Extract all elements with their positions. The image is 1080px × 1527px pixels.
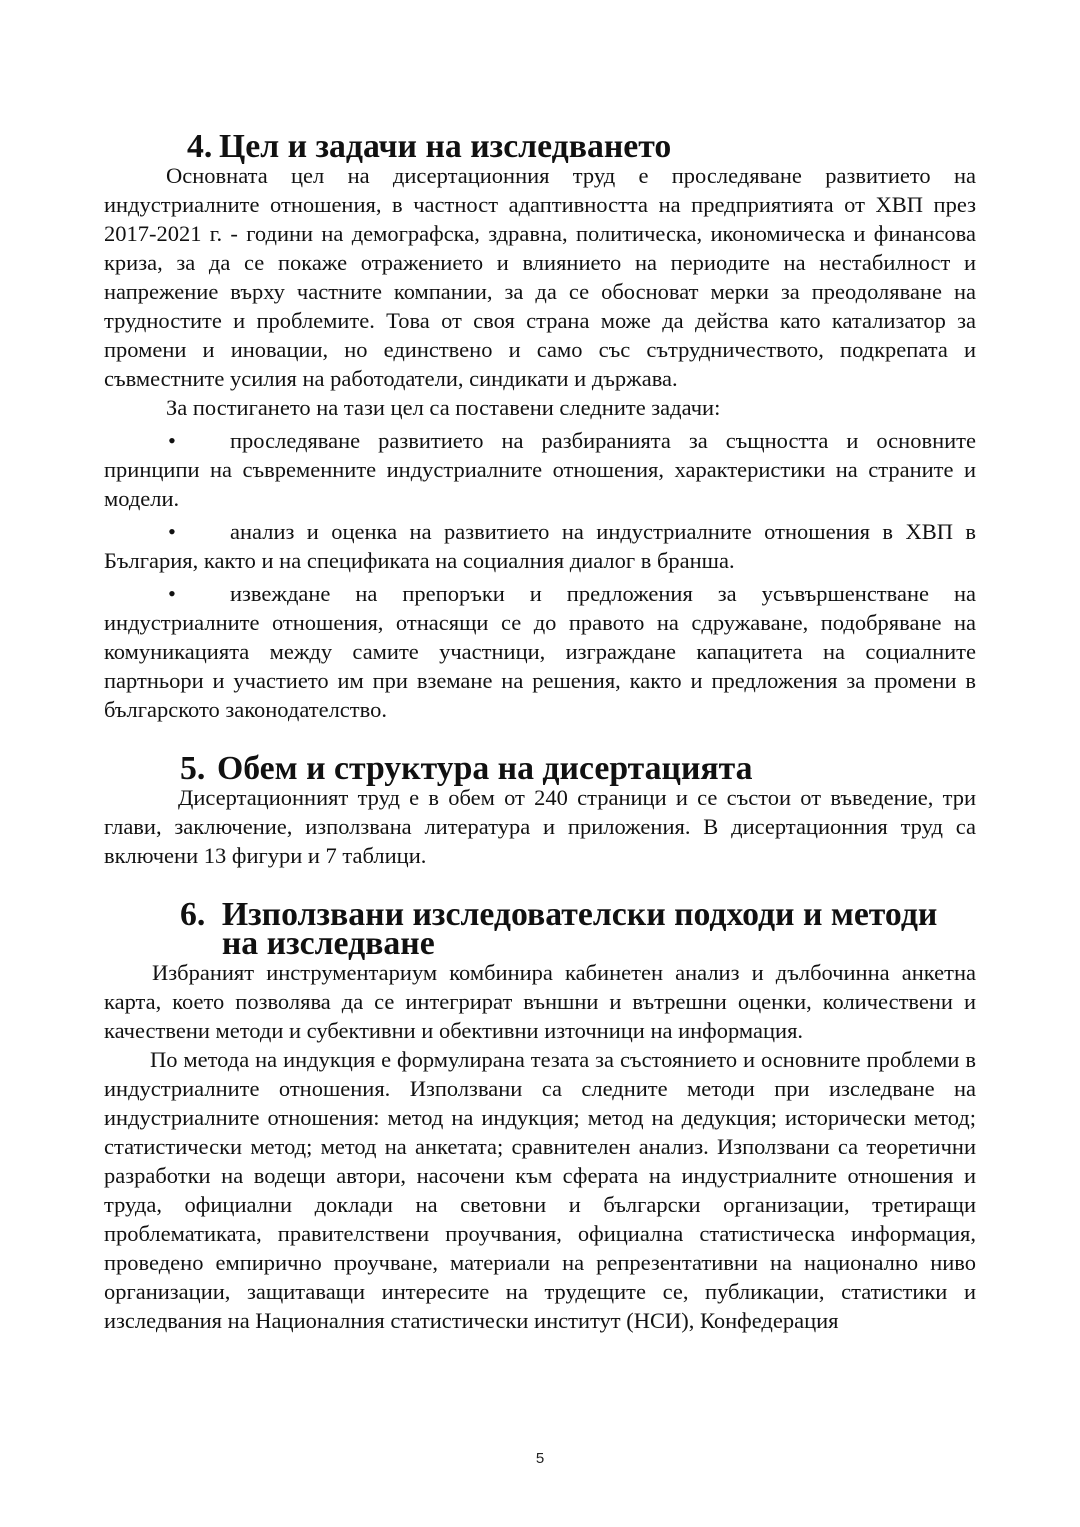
task-text: извеждане на препоръки и предложения за усъвършенстване на индустриалните отношения, отнасящи се до правото на сдружаване, подобряване на комуникацията между самите участници, изграждане капацитета на социалните партньори и участието им при вземане на решения, както и предложения за промени в българското законодателство. (104, 581, 976, 722)
section-4-title: Цел и задачи на изследването (219, 128, 672, 165)
tasks-intro: За постигането на тази цел са поставени следните задачи: (166, 395, 721, 420)
bullet-icon: • (168, 519, 176, 544)
list-item (104, 426, 976, 513)
bullet-icon: • (168, 428, 176, 453)
section-6-paragraph-2: По метода на индукция е формулирана тезата за състоянието и основните проблеми в индустриалните отношения. Използвани са следните методи при изследване на индустриалните отношения: метод на индукция; метод на дедукция; исторически метод; статистически метод; метод на анкетата; сравнителен анализ. Използвани са теоретични разработки на водещи автори, насочени към сферата на индустриалните отношения и труда, официални доклади на световни и български организации, третиращи проблематиката, правителствени проучвания, официална статистическа информация, проведено емпирично проучване, материали на репрезентативни на национално ниво организации, защитаващи интересите на трудещите се, публикации, статистики и изследвания на Националния статистически институт (НСИ), Конфедерация (104, 1047, 976, 1333)
task-text: анализ и оценка на развитието на индустриалните отношения в ХВП в България, както и на спецификата на социалния диалог в бранша. (104, 519, 976, 573)
section-5-paragraph: Дисертационният труд е в обем от 240 страници и се състои от въведение, три глави, заключение, използвана литература и приложения. В дисертационния труд са включени 13 фигури и 7 таблици. (104, 785, 976, 868)
section-4-heading (104, 128, 976, 165)
section-6-number: 6. (180, 896, 206, 933)
task-text: проследяване развитието на разбиранията за същността и основните принципи на съвременните индустриалните отношения, характеристики на страните и модели. (104, 428, 976, 511)
page-content (104, 128, 976, 1335)
bullet-icon: • (168, 581, 176, 606)
section-6-paragraph-1: Избраният инструментариум комбинира кабинетен анализ и дълбочинна анкетна карта, което позволява да се интегрират външни и вътрешни оценки, количествени и качествени методи и субективни и обективни източници на информация. (104, 960, 976, 1043)
section-5-title: Обем и структура на дисертацията (217, 750, 753, 787)
section-5-heading (104, 750, 976, 787)
section-4-number: 4. (187, 128, 213, 165)
page-number: 5 (535, 1450, 545, 1467)
section-6-title: Използвани изследователски подходи и методи на изследване (221, 896, 938, 962)
list-item (104, 517, 976, 575)
list-item (104, 579, 976, 724)
section-6-heading (104, 896, 976, 962)
section-5-number: 5. (180, 750, 206, 787)
tasks-list (104, 426, 976, 724)
section-4-paragraph: Основната цел на дисертационния труд е проследяване развитието на индустриалните отношения, в частност адаптивността на предприятията от ХВП през 2017-2021 г. - години на демографска, здравна, политическа, икономическа и финансова криза, за да се покаже отражението и влиянието на периодите на нестабилност и напрежение върху частните компании, за да се обосноват мерки за преодоляване на трудностите и проблемите. Това от своя страна може да действа като катализатор за промени и иновации, но единствено и само със сътрудничеството, подкрепата и съвместните усилия на работодатели, синдикати и държава. (104, 163, 976, 391)
